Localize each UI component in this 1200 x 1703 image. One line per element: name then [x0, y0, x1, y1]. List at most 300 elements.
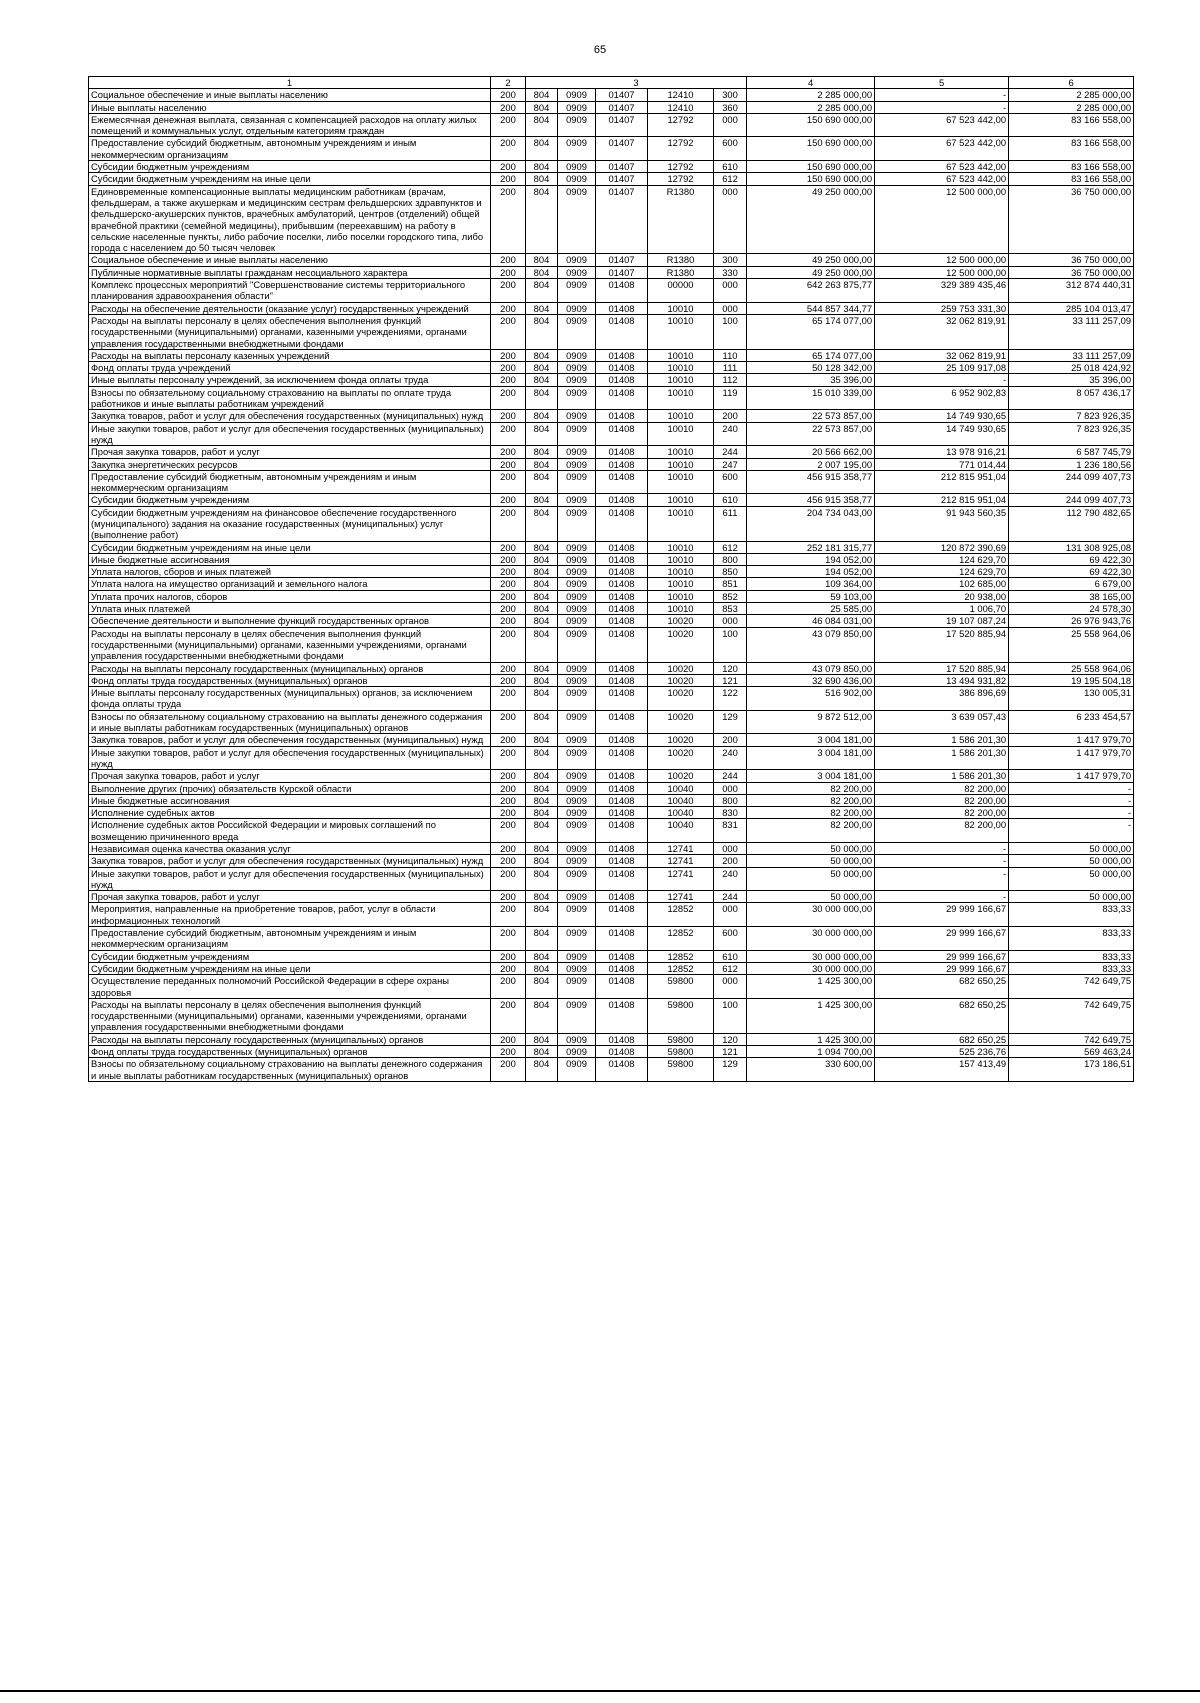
row-col4: 109 364,00 [747, 578, 875, 590]
row-col6: 33 111 257,09 [1009, 349, 1134, 361]
row-col3c: 01408 [596, 855, 648, 867]
row-col2: 200 [491, 541, 526, 553]
table-row [89, 446, 1134, 458]
row-col3b: 0909 [558, 603, 596, 615]
row-col2: 200 [491, 950, 526, 962]
row-col3b: 0909 [558, 1033, 596, 1045]
row-col3e: 850 [714, 566, 747, 578]
row-col3d: R1380 [648, 185, 714, 254]
row-col4: 516 902,00 [747, 687, 875, 711]
row-col3a: 804 [526, 553, 558, 565]
row-col3c: 01408 [596, 458, 648, 470]
row-col6: 2 285 000,00 [1009, 101, 1134, 113]
row-col4: 82 200,00 [747, 782, 875, 794]
row-col3b: 0909 [558, 446, 596, 458]
row-col5: 682 650,25 [875, 1033, 1009, 1045]
row-col6: 36 750 000,00 [1009, 185, 1134, 254]
row-col3c: 01408 [596, 302, 648, 314]
row-col3d: 10040 [648, 807, 714, 819]
row-name: Расходы на выплаты персоналу казенных учреждений [89, 349, 491, 361]
row-col2: 200 [491, 975, 526, 999]
row-col3b: 0909 [558, 903, 596, 927]
row-col5: 212 815 951,04 [875, 494, 1009, 506]
row-col6: 83 166 558,00 [1009, 173, 1134, 185]
row-col3a: 804 [526, 674, 558, 686]
row-col3a: 804 [526, 374, 558, 386]
table-body [89, 77, 1134, 1082]
row-col3c: 01408 [596, 687, 648, 711]
row-col5: - [875, 843, 1009, 855]
row-name: Закупка энергетических ресурсов [89, 458, 491, 470]
row-col3a: 804 [526, 266, 558, 278]
table-row [89, 101, 1134, 113]
row-col4: 1 425 300,00 [747, 975, 875, 999]
row-name: Предоставление субсидий бюджетным, автономным учреждениям и иным некоммерческим организациям [89, 137, 491, 161]
row-col3a: 804 [526, 254, 558, 266]
row-col3b: 0909 [558, 494, 596, 506]
row-name: Закупка товаров, работ и услуг для обеспечения государственных (муниципальных) нужд [89, 855, 491, 867]
row-col5: 13 494 931,82 [875, 674, 1009, 686]
row-col6: 26 976 943,76 [1009, 615, 1134, 627]
row-name: Единовременные компенсационные выплаты медицинским работникам (врачам, фельдшерам, а также акушеркам и медицинским сестрам фельдшерских здравпунктов и фельдшерско-акушерских пунктов, врачебных амбулаторий, центров (отделений) общей врачебной практики (семейной медицины), прибывшим (переехавшим) на работу в сельские населенные пункты, либо рабочие поселки, либо поселки городского типа, либо города с населением до 50 тысяч человек [89, 185, 491, 254]
row-col3c: 01407 [596, 161, 648, 173]
row-col2: 200 [491, 374, 526, 386]
row-col3d: 10010 [648, 458, 714, 470]
row-col3e: 000 [714, 903, 747, 927]
row-col2: 200 [491, 422, 526, 446]
row-col3d: 10020 [648, 627, 714, 662]
row-col2: 200 [491, 603, 526, 615]
row-col3c: 01408 [596, 794, 648, 806]
table-row [89, 746, 1134, 770]
row-col6: 25 558 964,06 [1009, 662, 1134, 674]
row-col6: 25 018 424,92 [1009, 362, 1134, 374]
row-col3e: 100 [714, 998, 747, 1033]
row-col4: 50 000,00 [747, 867, 875, 891]
row-name: Обеспечение деятельности и выполнение функций государственных органов [89, 615, 491, 627]
row-col5: 67 523 442,00 [875, 113, 1009, 137]
row-name: Иные выплаты населению [89, 101, 491, 113]
row-col3d: 59800 [648, 1046, 714, 1058]
row-col3a: 804 [526, 173, 558, 185]
row-col3d: 12741 [648, 855, 714, 867]
row-col5: 259 753 331,30 [875, 302, 1009, 314]
row-col3a: 804 [526, 410, 558, 422]
row-col4: 49 250 000,00 [747, 266, 875, 278]
row-col2: 200 [491, 927, 526, 951]
row-col3a: 804 [526, 1046, 558, 1058]
row-col3a: 804 [526, 807, 558, 819]
row-name: Субсидии бюджетным учреждениям на иные цели [89, 541, 491, 553]
row-col4: 1 425 300,00 [747, 1033, 875, 1045]
table-row [89, 254, 1134, 266]
header-cell: 6 [1009, 77, 1134, 89]
row-col3c: 01408 [596, 998, 648, 1033]
row-col3b: 0909 [558, 710, 596, 734]
row-col5: 102 685,00 [875, 578, 1009, 590]
table-row [89, 734, 1134, 746]
row-col4: 22 573 857,00 [747, 410, 875, 422]
row-col3e: 000 [714, 113, 747, 137]
row-col5: 157 413,49 [875, 1058, 1009, 1082]
table-row [89, 927, 1134, 951]
row-col3c: 01408 [596, 349, 648, 361]
row-col6: 38 165,00 [1009, 590, 1134, 602]
row-name: Уплата прочих налогов, сборов [89, 590, 491, 602]
row-col3d: 12792 [648, 161, 714, 173]
row-name: Прочая закупка товаров, работ и услуг [89, 891, 491, 903]
row-col2: 200 [491, 674, 526, 686]
row-col3d: 10010 [648, 603, 714, 615]
row-col3c: 01408 [596, 950, 648, 962]
table-row [89, 590, 1134, 602]
row-col3b: 0909 [558, 254, 596, 266]
row-col2: 200 [491, 819, 526, 843]
row-col4: 9 872 512,00 [747, 710, 875, 734]
row-col3c: 01408 [596, 710, 648, 734]
row-col3e: 100 [714, 314, 747, 349]
row-col3a: 804 [526, 855, 558, 867]
row-col3b: 0909 [558, 374, 596, 386]
row-col4: 204 734 043,00 [747, 506, 875, 541]
row-col3b: 0909 [558, 566, 596, 578]
row-name: Выполнение других (прочих) обязательств Курской области [89, 782, 491, 794]
row-col3b: 0909 [558, 662, 596, 674]
row-col3b: 0909 [558, 770, 596, 782]
row-col3b: 0909 [558, 927, 596, 951]
row-col3c: 01408 [596, 603, 648, 615]
table-row [89, 807, 1134, 819]
row-name: Расходы на обеспечение деятельности (оказание услуг) государственных учреждений [89, 302, 491, 314]
row-col4: 456 915 358,77 [747, 494, 875, 506]
row-col3d: 10020 [648, 687, 714, 711]
row-col3c: 01408 [596, 279, 648, 303]
row-col5: 1 006,70 [875, 603, 1009, 615]
row-col3b: 0909 [558, 855, 596, 867]
row-col6: 6 587 745,79 [1009, 446, 1134, 458]
row-col4: 150 690 000,00 [747, 113, 875, 137]
row-col2: 200 [491, 782, 526, 794]
table-row [89, 374, 1134, 386]
row-col3b: 0909 [558, 843, 596, 855]
table-row [89, 843, 1134, 855]
row-name: Уплата налога на имущество организаций и земельного налога [89, 578, 491, 590]
row-col3d: 10020 [648, 710, 714, 734]
row-col3b: 0909 [558, 541, 596, 553]
row-col3b: 0909 [558, 279, 596, 303]
row-col3e: 111 [714, 362, 747, 374]
row-col6: 50 000,00 [1009, 855, 1134, 867]
row-col3d: 10010 [648, 494, 714, 506]
row-col5: 17 520 885,94 [875, 627, 1009, 662]
row-col2: 200 [491, 1046, 526, 1058]
row-col3e: 600 [714, 470, 747, 494]
row-col3a: 804 [526, 422, 558, 446]
row-col3d: R1380 [648, 254, 714, 266]
row-col2: 200 [491, 279, 526, 303]
row-col3e: 300 [714, 254, 747, 266]
row-col3e: 129 [714, 1058, 747, 1082]
table-row [89, 386, 1134, 410]
row-col5: 91 943 560,35 [875, 506, 1009, 541]
row-col3b: 0909 [558, 458, 596, 470]
row-col3e: 612 [714, 962, 747, 974]
row-col5: 386 896,69 [875, 687, 1009, 711]
row-col4: 82 200,00 [747, 819, 875, 843]
row-col2: 200 [491, 173, 526, 185]
row-col4: 65 174 077,00 [747, 314, 875, 349]
row-col3e: 360 [714, 101, 747, 113]
table-row [89, 710, 1134, 734]
row-col3a: 804 [526, 734, 558, 746]
row-col3a: 804 [526, 494, 558, 506]
row-col3d: 10010 [648, 422, 714, 446]
row-col4: 22 573 857,00 [747, 422, 875, 446]
row-col3a: 804 [526, 687, 558, 711]
row-col3e: 830 [714, 807, 747, 819]
row-col3e: 612 [714, 173, 747, 185]
row-col5: - [875, 855, 1009, 867]
row-col3b: 0909 [558, 137, 596, 161]
row-col3c: 01407 [596, 266, 648, 278]
row-col6: 6 233 454,57 [1009, 710, 1134, 734]
row-col3a: 804 [526, 843, 558, 855]
row-col3b: 0909 [558, 819, 596, 843]
row-name: Осуществление переданных полномочий Российской Федерации в сфере охраны здоровья [89, 975, 491, 999]
row-col3b: 0909 [558, 734, 596, 746]
row-col3d: 59800 [648, 1033, 714, 1045]
row-col3e: 000 [714, 302, 747, 314]
row-col3c: 01408 [596, 975, 648, 999]
row-col4: 46 084 031,00 [747, 615, 875, 627]
row-col3b: 0909 [558, 674, 596, 686]
row-col3d: 12792 [648, 137, 714, 161]
row-col3a: 804 [526, 950, 558, 962]
row-col5: 124 629,70 [875, 566, 1009, 578]
row-col3e: 200 [714, 855, 747, 867]
row-col2: 200 [491, 627, 526, 662]
row-col6: 83 166 558,00 [1009, 161, 1134, 173]
row-col5: 13 978 916,21 [875, 446, 1009, 458]
row-name: Уплата налогов, сборов и иных платежей [89, 566, 491, 578]
row-col3a: 804 [526, 458, 558, 470]
row-col3a: 804 [526, 362, 558, 374]
row-col3a: 804 [526, 794, 558, 806]
table-row [89, 950, 1134, 962]
row-col4: 194 052,00 [747, 566, 875, 578]
row-col5: 82 200,00 [875, 807, 1009, 819]
row-name: Иные бюджетные ассигнования [89, 794, 491, 806]
row-col6: 285 104 013,47 [1009, 302, 1134, 314]
row-col3e: 122 [714, 687, 747, 711]
row-col6: 130 005,31 [1009, 687, 1134, 711]
row-col6: 8 057 436,17 [1009, 386, 1134, 410]
row-col3e: 119 [714, 386, 747, 410]
row-col6: 6 679,00 [1009, 578, 1134, 590]
row-name: Исполнение судебных актов Российской Федерации и мировых соглашений по возмещению причиненного вреда [89, 819, 491, 843]
row-col2: 200 [491, 410, 526, 422]
row-col2: 200 [491, 506, 526, 541]
row-col6: 2 285 000,00 [1009, 89, 1134, 101]
row-col3e: 244 [714, 891, 747, 903]
row-col3c: 01408 [596, 962, 648, 974]
row-name: Субсидии бюджетным учреждениям [89, 494, 491, 506]
row-col3c: 01407 [596, 137, 648, 161]
budget-table [88, 76, 1134, 1082]
row-col3c: 01408 [596, 662, 648, 674]
table-row [89, 279, 1134, 303]
row-col3d: 59800 [648, 975, 714, 999]
row-name: Взносы по обязательному социальному страхованию на выплаты денежного содержания и иные выплаты работникам государственных (муниципальных) органов [89, 710, 491, 734]
row-col3c: 01408 [596, 891, 648, 903]
row-col6: 569 463,24 [1009, 1046, 1134, 1058]
row-col4: 3 004 181,00 [747, 746, 875, 770]
row-col3b: 0909 [558, 302, 596, 314]
row-col4: 150 690 000,00 [747, 173, 875, 185]
row-col2: 200 [491, 185, 526, 254]
row-name: Субсидии бюджетным учреждениям на иные цели [89, 173, 491, 185]
row-name: Прочая закупка товаров, работ и услуг [89, 770, 491, 782]
table-row [89, 1046, 1134, 1058]
row-col3a: 804 [526, 1058, 558, 1082]
row-col3a: 804 [526, 101, 558, 113]
row-name: Предоставление субсидий бюджетным, автономным учреждениям и иным некоммерческим организациям [89, 470, 491, 494]
row-col5: 82 200,00 [875, 794, 1009, 806]
row-col6: 69 422,30 [1009, 566, 1134, 578]
row-col3c: 01408 [596, 566, 648, 578]
row-col3e: 244 [714, 770, 747, 782]
row-col3c: 01408 [596, 674, 648, 686]
row-col6: 1 417 979,70 [1009, 734, 1134, 746]
row-col6: 833,33 [1009, 903, 1134, 927]
row-col2: 200 [491, 903, 526, 927]
row-col3b: 0909 [558, 615, 596, 627]
row-name: Комплекс процессных мероприятий "Совершенствование системы территориального планирования здравоохранения области" [89, 279, 491, 303]
row-col5: 1 586 201,30 [875, 734, 1009, 746]
row-name: Расходы на выплаты персоналу в целях обеспечения выполнения функций государственными (муниципальными) органами, казенными учреждениями, органами управления государственными внебюджетными фондами [89, 314, 491, 349]
row-col3a: 804 [526, 470, 558, 494]
row-col3b: 0909 [558, 553, 596, 565]
table-row [89, 1033, 1134, 1045]
row-col6: 24 578,30 [1009, 603, 1134, 615]
table-row [89, 458, 1134, 470]
row-col3b: 0909 [558, 746, 596, 770]
row-col3b: 0909 [558, 782, 596, 794]
row-col3c: 01408 [596, 1046, 648, 1058]
row-name: Закупка товаров, работ и услуг для обеспечения государственных (муниципальных) нужд [89, 410, 491, 422]
table-row [89, 314, 1134, 349]
row-col2: 200 [491, 101, 526, 113]
row-col5: 82 200,00 [875, 782, 1009, 794]
table-row [89, 506, 1134, 541]
row-col6: 1 417 979,70 [1009, 770, 1134, 782]
table-row [89, 161, 1134, 173]
row-col6: 1 417 979,70 [1009, 746, 1134, 770]
row-col3d: 10010 [648, 302, 714, 314]
row-col5: 771 014,44 [875, 458, 1009, 470]
row-col4: 3 004 181,00 [747, 734, 875, 746]
row-name: Расходы на выплаты персоналу государственных (муниципальных) органов [89, 662, 491, 674]
row-col3a: 804 [526, 349, 558, 361]
row-col4: 65 174 077,00 [747, 349, 875, 361]
row-col4: 1 094 700,00 [747, 1046, 875, 1058]
row-col3e: 121 [714, 1046, 747, 1058]
row-col6: 833,33 [1009, 950, 1134, 962]
row-col3e: 000 [714, 975, 747, 999]
row-col6: - [1009, 819, 1134, 843]
table-row [89, 1058, 1134, 1082]
row-col4: 252 181 315,77 [747, 541, 875, 553]
row-col3b: 0909 [558, 627, 596, 662]
table-row [89, 674, 1134, 686]
row-col5: 32 062 819,91 [875, 349, 1009, 361]
row-col3e: 853 [714, 603, 747, 615]
row-col3e: 330 [714, 266, 747, 278]
row-col3d: 10010 [648, 541, 714, 553]
row-name: Фонд оплаты труда государственных (муниципальных) органов [89, 1046, 491, 1058]
row-name: Расходы на выплаты персоналу в целях обеспечения выполнения функций государственными (муниципальными) органами, казенными учреждениями, органами управления государственными внебюджетными фондами [89, 998, 491, 1033]
table-row [89, 185, 1134, 254]
row-col5: 1 586 201,30 [875, 746, 1009, 770]
row-col4: 544 857 344,77 [747, 302, 875, 314]
row-name: Расходы на выплаты персоналу государственных (муниципальных) органов [89, 1033, 491, 1045]
row-name: Независимая оценка качества оказания услуг [89, 843, 491, 855]
row-col2: 200 [491, 710, 526, 734]
row-col3b: 0909 [558, 687, 596, 711]
row-name: Социальное обеспечение и иные выплаты населению [89, 89, 491, 101]
row-col3a: 804 [526, 603, 558, 615]
row-col3b: 0909 [558, 422, 596, 446]
table-row [89, 578, 1134, 590]
row-col5: - [875, 374, 1009, 386]
row-col3c: 01408 [596, 422, 648, 446]
row-col3a: 804 [526, 770, 558, 782]
table-row [89, 855, 1134, 867]
row-col3d: 10010 [648, 349, 714, 361]
row-col3a: 804 [526, 113, 558, 137]
row-col4: 642 263 875,77 [747, 279, 875, 303]
row-col3b: 0909 [558, 1046, 596, 1058]
row-col3a: 804 [526, 975, 558, 999]
row-col3b: 0909 [558, 1058, 596, 1082]
table-row [89, 975, 1134, 999]
header-cell: 5 [875, 77, 1009, 89]
row-col3e: 610 [714, 161, 747, 173]
row-col3d: 10010 [648, 410, 714, 422]
row-col3b: 0909 [558, 962, 596, 974]
row-name: Взносы по обязательному социальному страхованию на выплаты денежного содержания и иные выплаты работникам государственных (муниципальных) органов [89, 1058, 491, 1082]
row-col3b: 0909 [558, 807, 596, 819]
row-col3d: 12741 [648, 867, 714, 891]
row-col3a: 804 [526, 998, 558, 1033]
row-col3c: 01408 [596, 410, 648, 422]
row-col2: 200 [491, 362, 526, 374]
row-col3d: 10020 [648, 662, 714, 674]
row-col3d: 10010 [648, 446, 714, 458]
row-col6: 83 166 558,00 [1009, 137, 1134, 161]
row-col4: 32 690 436,00 [747, 674, 875, 686]
row-col3b: 0909 [558, 173, 596, 185]
row-col5: 29 999 166,67 [875, 950, 1009, 962]
row-name: Иные выплаты персоналу учреждений, за исключением фонда оплаты труда [89, 374, 491, 386]
row-col3d: 12792 [648, 113, 714, 137]
table-row [89, 173, 1134, 185]
row-col3c: 01408 [596, 1058, 648, 1082]
row-col4: 30 000 000,00 [747, 950, 875, 962]
row-name: Мероприятия, направленные на приобретение товаров, работ, услуг в области информационных технологий [89, 903, 491, 927]
row-col2: 200 [491, 590, 526, 602]
row-col3d: 12852 [648, 903, 714, 927]
